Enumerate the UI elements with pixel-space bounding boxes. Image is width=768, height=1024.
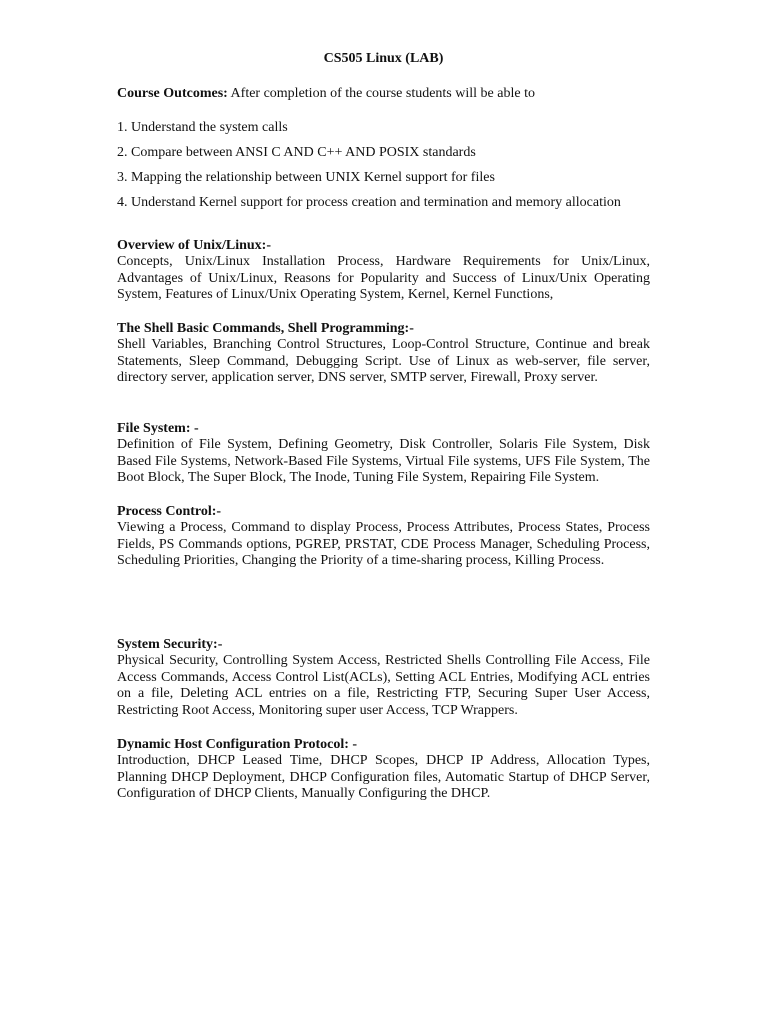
- section-heading: The Shell Basic Commands, Shell Programming:-: [117, 321, 414, 336]
- outcome-item: 1. Understand the system calls: [117, 120, 288, 135]
- outcome-item: 3. Mapping the relationship between UNIX Kernel support for files: [117, 170, 495, 185]
- section-system-security: [117, 636, 650, 719]
- section-body: Definition of File System, Defining Geometry, Disk Controller, Solaris File System, Disk Based File Systems, Network-Based File Systems, Virtual File systems, UFS File System, The Boot Block, The Super Block, The Inode, Tuning File System, Repairing File System.: [117, 437, 650, 486]
- section-body: Introduction, DHCP Leased Time, DHCP Scopes, DHCP IP Address, Allocation Types, Planning DHCP Deployment, DHCP Configuration files, Automatic Startup of DHCP Server, Configuration of DHCP Clients, Manually Configuring the DHCP.: [117, 753, 650, 802]
- section-body: Physical Security, Controlling System Access, Restricted Shells Controlling File Access, File Access Commands, Access Control List(ACLs), Setting ACL Entries, Modifying ACL entries on a file, Deleting ACL entries on a file, Restricting FTP, Securing Super User Access, Restricting Root Access, Monitoring super user Access, TCP Wrappers.: [117, 653, 650, 718]
- section-process-control: [117, 503, 650, 570]
- section-body: Viewing a Process, Command to display Process, Process Attributes, Process States, Process Fields, PS Commands options, PGREP, PRSTAT, CDE Process Manager, Scheduling Process, Scheduling Priorities, Changing the Priority of a time-sharing process, Killing Process.: [117, 520, 650, 569]
- section-heading: Overview of Unix/Linux:-: [117, 238, 271, 253]
- outcome-item: 2. Compare between ANSI C AND C++ AND POSIX standards: [117, 145, 476, 160]
- course-outcomes-text: After completion of the course students will be able to: [227, 86, 535, 101]
- document-title: CS505 Linux (LAB): [323, 51, 444, 66]
- outcome-item: 4. Understand Kernel support for process creation and termination and memory allocation: [117, 195, 621, 210]
- section-dhcp: [117, 736, 650, 803]
- section-heading: Dynamic Host Configuration Protocol: -: [117, 737, 358, 752]
- section-heading: Process Control:-: [117, 504, 222, 519]
- section-overview: [117, 237, 650, 304]
- section-shell: [117, 320, 650, 387]
- course-outcomes-intro: [117, 85, 650, 102]
- section-body: Shell Variables, Branching Control Structures, Loop-Control Structure, Continue and break Statements, Sleep Command, Debugging Script. Use of Linux as web-server, file server, directory server, application server, DNS server, SMTP server, Firewall, Proxy server.: [117, 337, 650, 386]
- section-body: Concepts, Unix/Linux Installation Process, Hardware Requirements for Unix/Linux, Advantages of Unix/Linux, Reasons for Popularity and Success of Linux/Unix Operating System, Features of Linux/Unix Operating System, Kernel, Kernel Functions,: [117, 254, 650, 303]
- section-heading: File System: -: [117, 421, 199, 436]
- section-heading: System Security:-: [117, 637, 223, 652]
- section-file-system: [117, 420, 650, 487]
- course-outcomes-label: Course Outcomes:: [117, 86, 228, 101]
